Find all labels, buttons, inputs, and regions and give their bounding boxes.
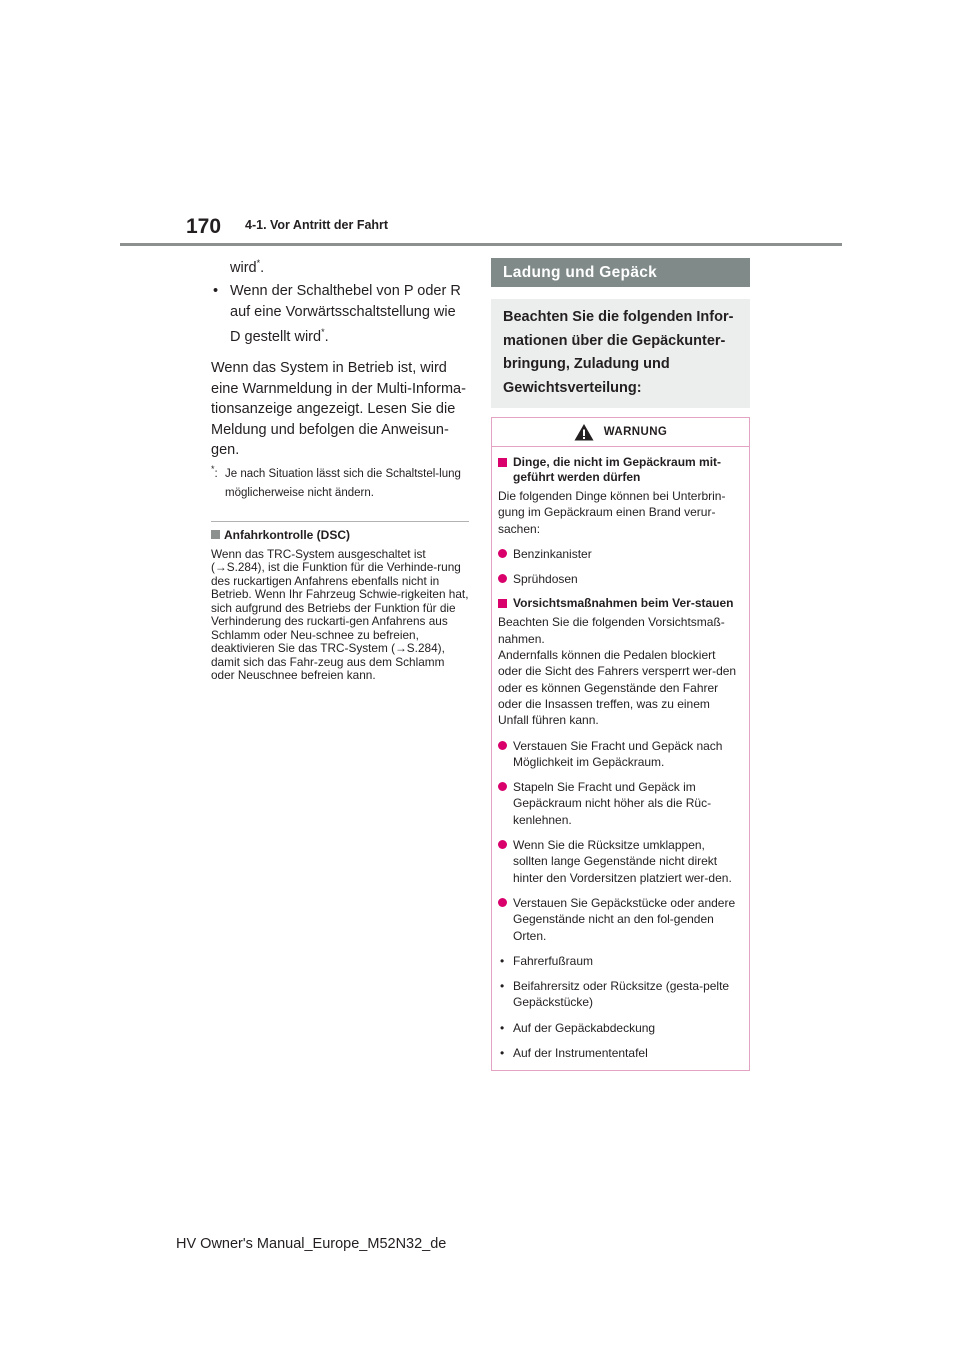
circle-bullet-icon <box>498 840 507 849</box>
body-paragraph: Wenn das System in Betrieb ist, wird eine Warnmeldung in der Multi-Informa-tionsanzeige angezeigt. Lesen Sie die Meldung und befolgen die Anweisun-gen. <box>211 360 466 458</box>
circle-bullet-icon <box>498 574 507 583</box>
continued-text: wird*. <box>230 258 265 276</box>
warning-paragraph: Die folgenden Dinge können bei Unterbrin-gung im Gepäckraum einen Brand verur-sachen: <box>498 489 726 536</box>
column-divider <box>211 521 469 522</box>
warning-box <box>491 417 750 1071</box>
warning-list-item: Benzinkanister <box>498 546 741 562</box>
warning-triangle-icon <box>574 423 594 441</box>
location-list-item: • Fahrerfußraum <box>500 953 594 968</box>
subheading-dsc: Anfahrkontrolle (DSC) <box>211 528 469 543</box>
bullet-item: • Wenn der Schalthebel von P oder R auf eine Vorwärtsschaltstellung wie D gestellt wird*. <box>213 283 461 345</box>
warning-list-item: Verstauen Sie Fracht und Gepäck nach Möglichkeit im Gepäckraum. <box>498 738 741 771</box>
warning-list-item: Stapeln Sie Fracht und Gepäck im Gepäckraum nicht höher als die Rüc-kenlehnen. <box>498 779 741 828</box>
warning-label: WARNUNG <box>603 426 668 438</box>
square-bullet-icon <box>211 530 220 539</box>
footnote-marker: * <box>256 258 261 269</box>
warning-paragraph: Andernfalls können die Pedalen blockiert oder die Sicht des Fahrers versperrt wer-den oder es können Gegenstände den Fahrer oder die Insassen treffen, was zu einem Unfall führen kann. <box>498 648 737 728</box>
dsc-paragraph: Wenn das TRC-System ausgeschaltet ist (→S.284), ist die Funktion für die Verhinde-rung des ruckartigen Anfahrens ebenfalls nicht in Betrieb. Wenn Ihr Fahrzeug Schwie-rigkeiten hat, sich aufgrund des Betriebs der Funktion für die Verhinderung des ruckarti-gen Anfahrens aus Schlamm oder Neu-schnee zu befreien, deaktivieren Sie das TRC-System (→S.284), damit sich das Fahr-zeug aus dem Schlamm oder Neuschnee befreien kann. <box>211 546 469 682</box>
circle-bullet-icon <box>498 782 507 791</box>
bullet-dot: • <box>213 283 219 299</box>
warning-list-item: Sprühdosen <box>498 571 741 587</box>
circle-bullet-icon <box>498 898 507 907</box>
warning-list-item: Verstauen Sie Gepäckstücke oder andere Gegenstände nicht an den fol-genden Orten. <box>498 895 741 944</box>
intro-box: Beachten Sie die folgenden Infor-mationen über die Gepäckunter-bringung, Zuladung und Gewichtsverteilung: <box>491 299 750 408</box>
left-column <box>211 258 469 683</box>
circle-bullet-icon <box>498 741 507 750</box>
location-list-item: • Beifahrersitz oder Rücksitze (gesta-pelte Gepäckstücke) <box>500 979 730 1010</box>
footnote: *: Je nach Situation lässt sich die Schaltstel-lung möglicherweise nicht ändern. <box>211 463 461 499</box>
location-list-item: • Auf der Gepäckabdeckung <box>500 1020 656 1035</box>
page-number: 170 <box>186 215 222 238</box>
section-title-bar: Ladung und Gepäck <box>491 258 750 287</box>
circle-bullet-icon <box>498 549 507 558</box>
warning-body <box>492 447 749 1070</box>
right-column <box>491 258 750 1071</box>
footnote-marker: * <box>321 327 325 338</box>
page-footer: HV Owner's Manual_Europe_M52N32_de <box>176 1236 447 1252</box>
header-rule <box>120 243 842 246</box>
warning-paragraph: Beachten Sie die folgenden Vorsichtsmaß-nahmen. <box>498 615 725 646</box>
location-list-item: • Auf der Instrumententafel <box>500 1046 648 1061</box>
warning-subheading: Vorsichtsmaßnahmen beim Ver-stauen <box>498 596 741 611</box>
section-header: 4-1. Vor Antritt der Fahrt <box>245 218 389 232</box>
warning-header <box>492 418 749 447</box>
square-bullet-icon <box>498 599 507 608</box>
warning-subheading: Dinge, die nicht im Gepäckraum mit-geführt werden dürfen <box>498 455 741 485</box>
square-bullet-icon <box>498 458 507 467</box>
warning-list-item: Wenn Sie die Rücksitze umklappen, sollten lange Gegenstände nicht direkt hinter den Vordersitzen platziert wer-den. <box>498 837 741 886</box>
